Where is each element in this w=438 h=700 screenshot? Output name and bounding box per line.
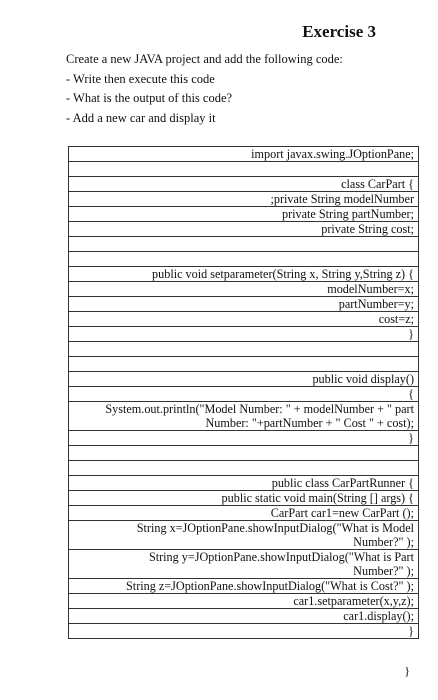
code-line: String y=JOptionPane.showInputDialog("What is Part: [148, 550, 414, 564]
code-cell: [69, 402, 419, 431]
code-cell: [69, 446, 419, 461]
code-row: [69, 521, 419, 550]
code-cell: [69, 282, 419, 297]
code-row: [69, 550, 419, 579]
code-line: String x=JOptionPane.showInputDialog("What is Model: [136, 521, 414, 535]
code-cell: [69, 312, 419, 327]
code-line: modelNumber=x;: [327, 282, 414, 296]
code-line: partNumber=y;: [338, 297, 414, 311]
code-cell: [69, 491, 419, 506]
code-row: [69, 282, 419, 297]
code-line: System.out.println("Model Number: " + modelNumber + " part: [105, 402, 414, 416]
code-line: public static void main(String [] args) {: [221, 491, 414, 505]
code-row: [69, 207, 419, 222]
code-cell: [69, 207, 419, 222]
code-cell: [69, 609, 419, 624]
code-row: [69, 609, 419, 624]
code-row: [69, 461, 419, 476]
code-row: [69, 387, 419, 402]
code-cell: [69, 267, 419, 282]
code-line: class CarPart {: [341, 177, 414, 191]
closing-brace: }: [404, 664, 410, 678]
code-row: [69, 312, 419, 327]
code-row: [69, 372, 419, 387]
code-line: Number?" );: [353, 535, 414, 549]
instruction-line: - What is the output of this code?: [66, 91, 233, 105]
instructions: [66, 50, 343, 128]
code-row: [69, 147, 419, 162]
code-line: CarPart car1=new CarPart ();: [270, 506, 414, 520]
code-cell: [69, 461, 419, 476]
code-cell: [69, 387, 419, 402]
code-cell: [69, 252, 419, 267]
code-line: public void setparameter(String x, String y,String z) {: [152, 267, 414, 281]
instruction-line: - Add a new car and display it: [66, 110, 216, 125]
code-row: [69, 162, 419, 177]
instruction-line: - Write then execute this code: [66, 71, 215, 86]
code-cell: [69, 372, 419, 387]
code-cell: [69, 594, 419, 609]
code-cell: [69, 624, 419, 639]
code-line: private String partNumber;: [282, 207, 414, 221]
code-row: [69, 252, 419, 267]
code-cell: [69, 357, 419, 372]
code-cell: [69, 147, 419, 162]
code-line: cost=z;: [378, 312, 414, 326]
code-row: [69, 222, 419, 237]
code-cell: [69, 222, 419, 237]
code-row: [69, 579, 419, 594]
code-row: [69, 237, 419, 252]
code-line: private String cost;: [321, 222, 414, 236]
code-cell: [69, 521, 419, 550]
code-cell: [69, 237, 419, 252]
code-row: [69, 402, 419, 431]
code-row: [69, 327, 419, 342]
code-cell: [69, 342, 419, 357]
code-line: {: [408, 387, 414, 401]
code-row: [69, 594, 419, 609]
code-line: car1.display();: [343, 609, 414, 623]
code-row: [69, 431, 419, 446]
code-cell: [69, 297, 419, 312]
code-line: Number?" );: [353, 564, 414, 578]
code-line: }: [408, 624, 414, 638]
code-row: [69, 192, 419, 207]
code-cell: [69, 431, 419, 446]
code-cell: [69, 162, 419, 177]
code-line: public void display(): [312, 372, 414, 386]
code-row: [69, 342, 419, 357]
code-row: [69, 297, 419, 312]
code-cell: [69, 579, 419, 594]
code-cell: [69, 550, 419, 579]
code-cell: [69, 476, 419, 491]
code-line: }: [408, 327, 414, 341]
code-line: car1.setparameter(x,y,z);: [293, 594, 414, 608]
code-row: [69, 446, 419, 461]
code-cell: [69, 192, 419, 207]
code-cell: [69, 327, 419, 342]
code-cell: [69, 177, 419, 192]
code-table: [68, 146, 419, 639]
instruction-line: Create a new JAVA project and add the following code:: [66, 52, 343, 66]
code-row: [69, 476, 419, 491]
code-line: Number: "+partNumber + " Cost " + cost);: [205, 416, 414, 430]
code-line: public class CarPartRunner {: [271, 476, 414, 490]
code-cell: [69, 506, 419, 521]
page-title: Exercise 3: [302, 22, 376, 41]
code-line: }: [408, 431, 414, 445]
code-row: [69, 506, 419, 521]
code-line: ;private String modelNumber: [270, 192, 414, 206]
code-row: [69, 624, 419, 639]
code-line: import javax.swing.JOptionPane;: [251, 147, 414, 161]
code-line: String z=JOptionPane.showInputDialog("What is Cost?" );: [126, 579, 414, 593]
code-row: [69, 177, 419, 192]
code-row: [69, 267, 419, 282]
code-row: [69, 357, 419, 372]
code-row: [69, 491, 419, 506]
